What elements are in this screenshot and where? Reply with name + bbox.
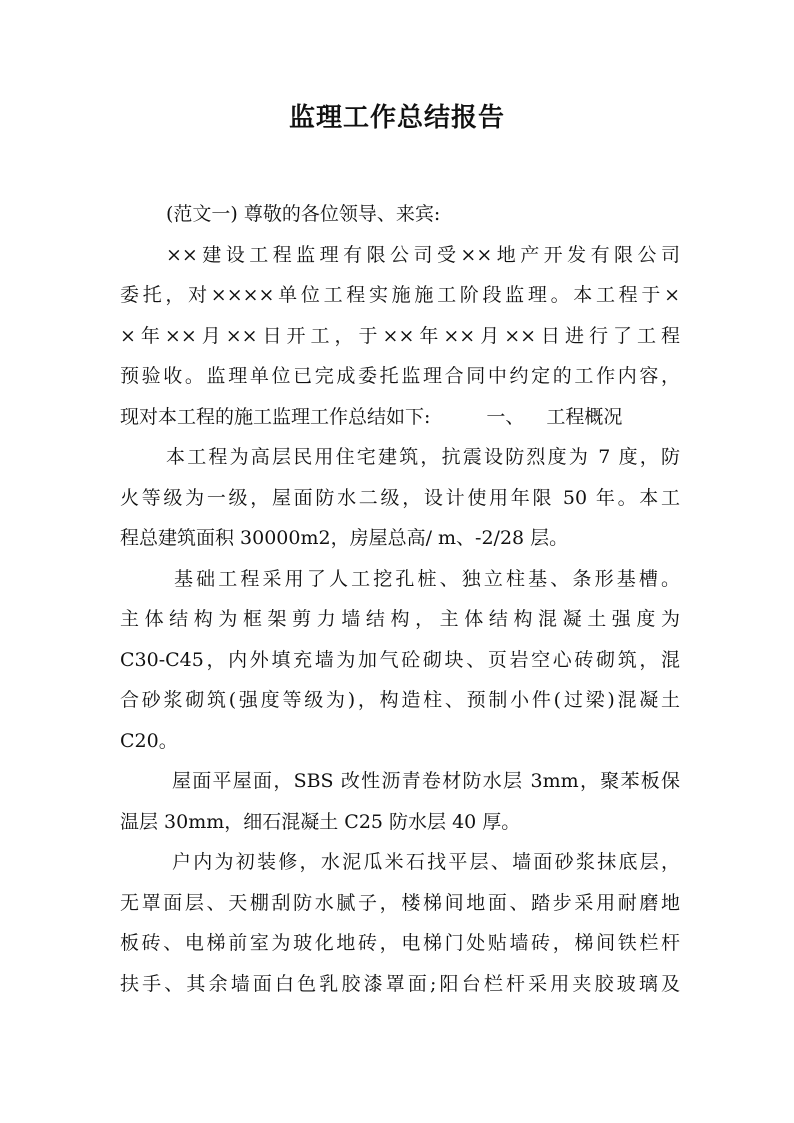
paragraph-line xyxy=(120,397,680,438)
paragraph-line: C20。 xyxy=(120,729,178,752)
paragraph-line: 板砖、电梯前室为玻化地砖，电梯门处贴墙砖，梯间铁栏杆 xyxy=(120,932,680,954)
paragraph-line: 无罩面层、天棚刮防水腻子，楼梯间地面、踏步采用耐磨地 xyxy=(120,891,680,914)
paragraph-line: 预验收。监理单位已完成委托监理合同中约定的工作内容， xyxy=(120,365,680,387)
line-segment: 现对本工程的施工监理工作总结如下: xyxy=(120,405,431,428)
paragraph-line: 程总建筑面积 30000m2，房屋总高/ m、-2/28 层。 xyxy=(120,527,569,549)
paragraph-line: 基础工程采用了人工挖孔桩、独立柱基、条形基槽。 xyxy=(174,567,680,590)
paragraph-line: 火等级为一级，屋面防水二级，设计使用年限 50 年。本工 xyxy=(120,486,680,509)
paragraph-line: ××建设工程监理有限公司受××地产开发有限公司 xyxy=(166,243,680,266)
paragraph-line: C30-C45，内外填充墙为加气砼砌块、页岩空心砖砌筑，混 xyxy=(120,648,680,671)
paragraph-line: 温层 30mm，细石混凝土 C25 防水层 40 厚。 xyxy=(120,810,521,833)
section-heading: 工程概况 xyxy=(546,405,623,428)
paragraph-line: 户内为初装修，水泥瓜米石找平层、墙面砂浆抹底层， xyxy=(172,851,680,873)
paragraph-line: (范文一) 尊敬的各位领导、来宾: xyxy=(166,203,441,225)
section-number: 一、 xyxy=(486,405,525,428)
paragraph-line: 委托，对××××单位工程实施施工阶段监理。本工程于× xyxy=(120,284,680,306)
document-body xyxy=(120,194,680,1004)
paragraph-line: 扶手、其余墙面白色乳胶漆罩面;阳台栏杆采用夹胶玻璃及 xyxy=(120,972,680,995)
paragraph-line: ×年××月××日开工，于××年××月××日进行了工程 xyxy=(120,324,680,347)
document-title: 监理工作总结报告 xyxy=(288,103,505,133)
paragraph-line: 屋面平屋面，SBS 改性沥青卷材防水层 3mm，聚苯板保 xyxy=(172,770,680,792)
paragraph-line: 主体结构为框架剪力墙结构，主体结构混凝土强度为 xyxy=(120,608,680,630)
paragraph-line: 合砂浆砌筑(强度等级为)，构造柱、预制小件(过梁)混凝土 xyxy=(120,689,680,711)
paragraph-line: 本工程为高层民用住宅建筑，抗震设防烈度为 7 度，防 xyxy=(166,446,680,468)
